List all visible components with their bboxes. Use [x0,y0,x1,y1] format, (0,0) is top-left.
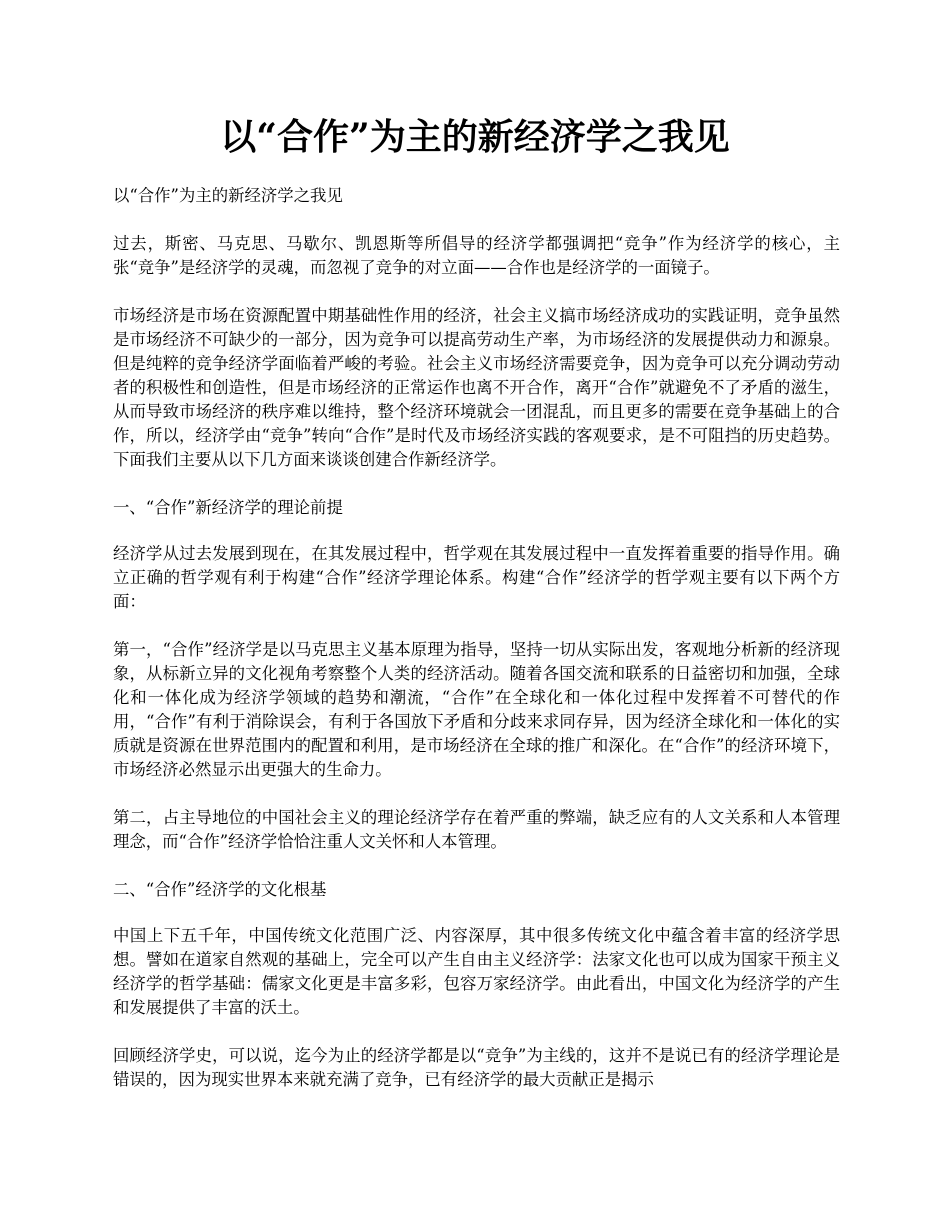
section-heading-1: 一、“合作”新经济学的理论前提 [113,498,343,517]
first-point-paragraph: 第一，“合作”经济学是以马克思主义基本原理为指导，坚持一切从实际出发，客观地分析新的经济现象，从标新立异的文化视角考察整个人类的经济活动。随着各国交流和联系的日益密切和加强，全球化和一体化成为经济学领域的趋势和潮流，“合作”在全球化和一体化过程中发挥着不可替代的作用，“合作”有利于消除误会，有利于各国放下矛盾和分歧来求同存异，因为经济全球化和一体化的实质就是资源在世界范围内的配置和利用，是市场经济在全球的推广和深化。在“合作”的经济环境下，市场经济必然显示出更强大的生命力。 [113,640,840,779]
market-economy-paragraph: 市场经济是市场在资源配置中期基础性作用的经济，社会主义搞市场经济成功的实践证明，竞争虽然是市场经济不可缺少的一部分，因为竞争可以提高劳动生产率，为市场经济的发展提供动力和源泉。但是纯粹的竞争经济学面临着严峻的考验。社会主义市场经济需要竞争，因为竞争可以充分调动劳动者的积极性和创造性，但是市场经济的正常运作也离不开合作，离开“合作”就避免不了矛盾的滋生，从而导致市场经济的秩序难以维持，整个经济环境就会一团混乱，而且更多的需要在竞争基础上的合作，所以，经济学由“竞争”转向“合作”是时代及市场经济实践的客观要求，是不可阻挡的历史趋势。下面我们主要从以下几方面来谈谈创建合作新经济学。 [113,306,840,469]
philosophy-paragraph: 经济学从过去发展到现在，在其发展过程中，哲学观在其发展过程中一直发挥着重要的指导作用。确立正确的哲学观有利于构建“合作”经济学理论体系。构建“合作”经济学的哲学观主要有以下两个方面： [113,544,840,611]
document-body [113,184,840,1116]
history-paragraph: 回顾经济学史，可以说，迄今为止的经济学都是以“竞争”为主线的，这并不是说已有的经济学理论是错误的，因为现实世界本来就充满了竞争，已有经济学的最大贡献正是揭示 [113,1046,840,1089]
second-point-paragraph: 第二，占主导地位的中国社会主义的理论经济学存在着严重的弊端，缺乏应有的人文关系和人本管理理念，而“合作”经济学恰恰注重人文关怀和人本管理。 [113,808,840,851]
culture-paragraph: 中国上下五千年，中国传统文化范围广泛、内容深厚，其中很多传统文化中蕴含着丰富的经济学思想。譬如在道家自然观的基础上，完全可以产生自由主义经济学：法家文化也可以成为国家干预主义 经济学的哲学基础：儒家文化更是丰富多彩，包容万家经济学。由此看出，中国文化为经济学的产生和发展提供了丰富的沃土。 [113,926,840,1017]
subtitle-paragraph: 以“合作”为主的新经济学之我见 [113,186,343,205]
document-title: 以“合作”为主的新经济学之我见 [220,116,730,158]
section-heading-2: 二、“合作”经济学的文化根基 [113,880,327,899]
intro-paragraph: 过去，斯密、马克思、马歇尔、凯恩斯等所倡导的经济学都强调把“竞争”作为经济学的核心，主张“竞争”是经济学的灵魂，而忽视了竞争的对立面——合作也是经济学的一面镜子。 [113,234,840,277]
